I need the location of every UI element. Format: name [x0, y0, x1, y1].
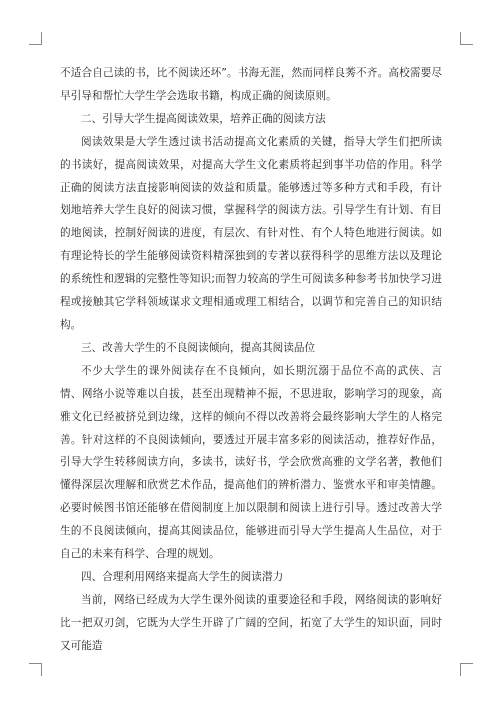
section-heading-3: 三、改善大学生的不良阅读倾向，提高其阅读品位: [81, 341, 316, 354]
crop-mark-bottom-left: [29, 663, 42, 676]
crop-mark-top-right: [460, 32, 473, 45]
section-heading-4: 四、合理利用网络来提高大学生的阅读潜力: [81, 570, 284, 583]
crop-mark-top-left: [29, 32, 42, 45]
body-paragraph-reading-method: 阅读效果是大学生透过读书活动提高文化素质的关键，指导大学生们把所读的书读好，提高阅读效果，对提高大学生文化素质将起到事半功倍的作用。科学正确的阅读方法直接影响阅读的效益和质量。能够透过等多种方式和手段，有计划地培养大学生良好的阅读习惯，掌握科学的阅读方法。引导学生有计划、有目的地阅读，控制好阅读的进度，有层次、有针对性、有个人特色地进行阅读。如有理论特长的学生能够阅读资料精深独到的专著以获得科学的思维方法以及理论的系统性和逻辑的完整性等知识;而智力较高的学生可阅读多种参考书加快学习进程或接触其它学科领域谋求文理相通或理工相结合，以调节和完善自己的知识结构。: [60, 135, 442, 331]
body-paragraph-network-reading: 当前，网络已经成为大学生课外阅读的重要途径和手段，网络阅读的影响好比一把双刃剑，它既为大学生开辟了广阔的空间，拓宽了大学生的知识面，同时又可能造: [60, 593, 442, 652]
section-heading-2: 二、引导大学生提高阅读效果，培养正确的阅读方法: [81, 112, 326, 125]
crop-mark-bottom-right: [460, 663, 473, 676]
body-paragraph-reading-taste: 不少大学生的课外阅读存在不良倾向，如长期沉溺于品位不高的武侠、言情、网络小说等难以自拔，甚至出现精神不振，不思进取，影响学习的现象，高雅文化已经被挤兑到边缘，这样的倾向不得以改善将会最终影响大学生的人格完善。针对这样的不良阅读倾向，要透过开展丰富多彩的阅读活动，推荐好作品，引导大学生转移阅读方向，多读书，读好书，学会欣赏高雅的文学名著，教他们懂得深层次理解和欣赏艺术作品，提高他们的辨析潜力、鉴赏水平和审美情趣。必要时候图书馆还能够在借阅制度上加以限制和阅读上进行引导。透过改善大学生的不良阅读倾向，提高其阅读品位，能够进而引导大学生提高人生品位，对于自己的未来有科学、合理的规划。: [60, 364, 442, 561]
continuation-paragraph: 不适合自己读的书，比不阅读还坏”。书海无涯，然而同样良莠不齐。高校需要尽早引导和帮忙大学生学会选取书籍，构成正确的阅读原则。: [60, 67, 442, 102]
document-body: [60, 62, 442, 658]
